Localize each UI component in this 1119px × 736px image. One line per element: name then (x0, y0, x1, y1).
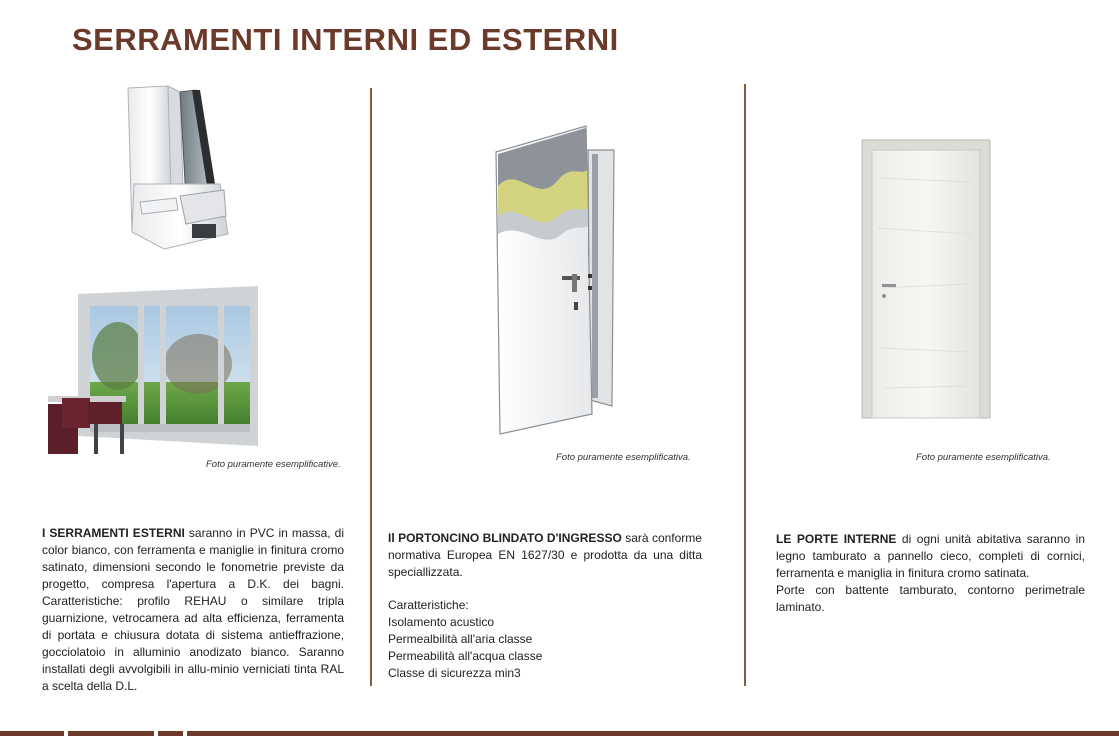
interior-doors-heading: LE PORTE INTERNE (776, 532, 897, 546)
photo-caption-middle: Foto puramente esemplificativa. (556, 452, 691, 463)
sliding-window-photo (48, 286, 260, 454)
features-title: Caratteristiche: (388, 598, 469, 612)
interior-doors-body-2: Porte con battente tamburato, contorno perimetrale laminato. (776, 583, 1085, 614)
footer-notch (183, 731, 187, 736)
armored-door-body: sarà conforme normativa Europea EN 1627/30 e prodotta da una ditta speciallizzata. (388, 531, 702, 579)
feature-item: Classe di sicurezza min3 (388, 666, 521, 680)
armored-door-heading: Il PORTONCINO BLINDATO D'INGRESSO (388, 531, 622, 545)
footer-bar (0, 731, 1119, 736)
armored-door-image (488, 124, 618, 438)
photo-caption-right: Foto puramente esemplificativa. (916, 452, 1051, 463)
photo-caption-left: Foto puramente esemplificative. (206, 459, 341, 470)
armored-door-features (388, 597, 702, 682)
footer-notch (64, 731, 68, 736)
window-profile-image (120, 84, 240, 254)
footer-notch (154, 731, 158, 736)
column-divider-right (744, 84, 746, 686)
exterior-windows-description (42, 525, 344, 695)
interior-door-image (860, 138, 992, 420)
feature-item: Isolamento acustico (388, 615, 495, 629)
feature-item: Permealbilità all'aria classe (388, 632, 533, 646)
exterior-windows-heading: I SERRAMENTI ESTERNI (42, 526, 185, 540)
exterior-windows-body: saranno in PVC in massa, di color bianco, con ferramenta e maniglie in finitura cromo satinato, dimensioni secondo le fonometrie previste da progetto, compresa l'apertura a D.K. dei bagni. Caratteristiche: profilo REHAU o similare tripla guarnizione, vetrocamera ad alta efficienza, ferramenta di portata e chiusura dotata di sistema antieffrazione, gocciolatoio in alluminio anodizato bianco. Saranno installati degli avvolgibili in allu-minio verniciati tinta RAL a scelta della D.L. (42, 526, 344, 693)
page-title: SERRAMENTI INTERNI ED ESTERNI (72, 22, 619, 57)
column-divider-left (370, 88, 372, 686)
interior-doors-body: di ogni unità abitativa saranno in legno tamburato a pannello cieco, completi di cornici, ferramenta e maniglia in finitura cromo satinata. (776, 532, 1086, 580)
feature-item: Permeabilità all'acqua classe (388, 649, 543, 663)
interior-doors-description (776, 531, 1085, 616)
armored-door-description (388, 530, 702, 581)
